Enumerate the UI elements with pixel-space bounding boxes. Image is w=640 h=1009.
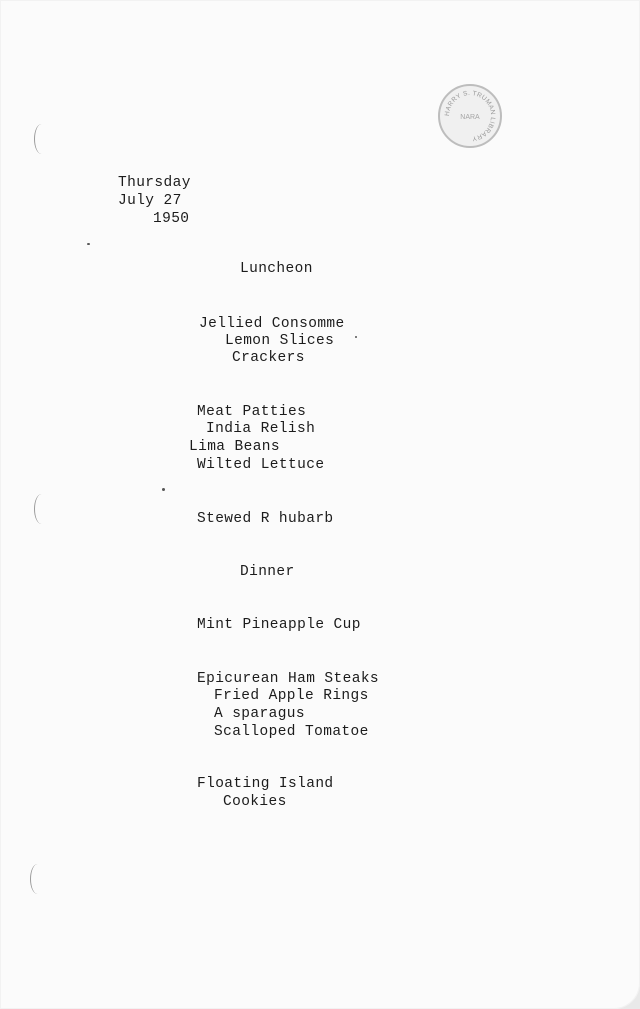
- stamp-center-text: NARA: [460, 114, 480, 121]
- ink-speck: [355, 336, 357, 338]
- binder-hole-bottom: [30, 864, 45, 894]
- menu-item: Crackers: [232, 350, 305, 366]
- ink-speck: [87, 243, 90, 245]
- menu-item: Jellied Consomme: [199, 316, 345, 332]
- menu-item: Scalloped Tomatoe: [214, 724, 369, 740]
- menu-item: Floating Island: [197, 776, 334, 792]
- binder-hole-middle: [34, 494, 49, 524]
- menu-item: India Relish: [206, 421, 316, 437]
- binder-hole-top: [34, 124, 49, 154]
- header-day: Thursday: [118, 175, 191, 191]
- header-year: 1950: [153, 211, 190, 227]
- header-date: July 27: [118, 193, 182, 209]
- dinner-heading: Dinner: [240, 564, 295, 580]
- menu-item: Epicurean Ham Steaks: [197, 671, 380, 687]
- ink-speck: [162, 488, 165, 491]
- archive-stamp-graphic: [440, 86, 500, 146]
- menu-item: Lima Beans: [189, 439, 281, 455]
- menu-item: Lemon Slices: [225, 333, 335, 349]
- menu-item: Stewed R hubarb: [197, 511, 334, 527]
- menu-item: Fried Apple Rings: [214, 688, 369, 704]
- archive-stamp: [438, 84, 502, 148]
- menu-item: A sparagus: [214, 706, 306, 722]
- luncheon-heading: Luncheon: [240, 261, 313, 277]
- menu-item: Mint Pineapple Cup: [197, 617, 361, 633]
- menu-item: Cookies: [223, 794, 287, 810]
- menu-item: Wilted Lettuce: [197, 457, 325, 473]
- menu-item: Meat Patties: [197, 404, 307, 420]
- stamp-ring-text: HARRY S. TRUMAN LIBRARY: [443, 89, 497, 142]
